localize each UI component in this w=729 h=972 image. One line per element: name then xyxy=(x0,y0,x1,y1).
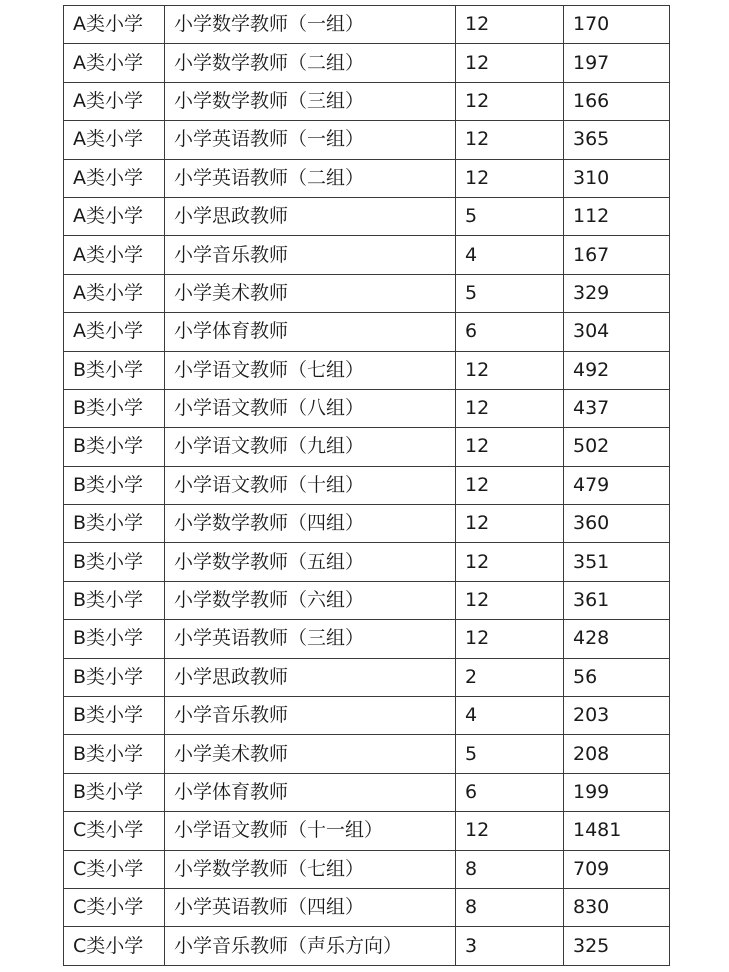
position-cell: 小学数学教师（二组） xyxy=(165,44,456,82)
school-category-cell: B类小学 xyxy=(64,351,165,389)
quota-cell: 5 xyxy=(456,197,564,235)
school-category-cell: A类小学 xyxy=(64,274,165,312)
position-cell: 小学美术教师 xyxy=(165,274,456,312)
position-cell: 小学语文教师（七组） xyxy=(165,351,456,389)
quota-cell: 12 xyxy=(456,389,564,427)
applicants-cell: 304 xyxy=(564,313,670,351)
table-row xyxy=(64,313,670,351)
school-category-cell: A类小学 xyxy=(64,236,165,274)
applicants-cell: 351 xyxy=(564,543,670,581)
quota-cell: 8 xyxy=(456,850,564,888)
position-cell: 小学数学教师（五组） xyxy=(165,543,456,581)
applicants-cell: 112 xyxy=(564,197,670,235)
school-category-cell: B类小学 xyxy=(64,773,165,811)
quota-cell: 8 xyxy=(456,888,564,926)
position-cell: 小学语文教师（八组） xyxy=(165,389,456,427)
quota-cell: 12 xyxy=(456,543,564,581)
applicants-cell: 502 xyxy=(564,428,670,466)
school-category-cell: C类小学 xyxy=(64,812,165,850)
position-cell: 小学体育教师 xyxy=(165,773,456,811)
school-category-cell: B类小学 xyxy=(64,428,165,466)
table-row xyxy=(64,466,670,504)
position-cell: 小学语文教师（十组） xyxy=(165,466,456,504)
school-category-cell: A类小学 xyxy=(64,82,165,120)
school-category-cell: A类小学 xyxy=(64,121,165,159)
applicants-cell: 830 xyxy=(564,888,670,926)
position-cell: 小学数学教师（三组） xyxy=(165,82,456,120)
table-row xyxy=(64,197,670,235)
applicants-cell: 428 xyxy=(564,620,670,658)
applicants-cell: 167 xyxy=(564,236,670,274)
applicants-cell: 197 xyxy=(564,44,670,82)
applicants-cell: 199 xyxy=(564,773,670,811)
school-category-cell: B类小学 xyxy=(64,620,165,658)
school-category-cell: A类小学 xyxy=(64,6,165,44)
table-row xyxy=(64,82,670,120)
position-cell: 小学英语教师（四组） xyxy=(165,888,456,926)
position-cell: 小学数学教师（六组） xyxy=(165,581,456,619)
applicants-cell: 361 xyxy=(564,581,670,619)
school-category-cell: B类小学 xyxy=(64,389,165,427)
table-row xyxy=(64,620,670,658)
quota-cell: 3 xyxy=(456,927,564,965)
quota-cell: 4 xyxy=(456,697,564,735)
applicants-cell: 709 xyxy=(564,850,670,888)
position-cell: 小学思政教师 xyxy=(165,197,456,235)
quota-cell: 12 xyxy=(456,466,564,504)
table-row xyxy=(64,159,670,197)
position-cell: 小学数学教师（七组） xyxy=(165,850,456,888)
applicants-cell: 325 xyxy=(564,927,670,965)
quota-cell: 4 xyxy=(456,236,564,274)
quota-cell: 5 xyxy=(456,735,564,773)
quota-cell: 12 xyxy=(456,121,564,159)
table-row xyxy=(64,850,670,888)
position-cell: 小学音乐教师（声乐方向） xyxy=(165,927,456,965)
position-cell: 小学思政教师 xyxy=(165,658,456,696)
applicants-cell: 170 xyxy=(564,6,670,44)
school-category-cell: B类小学 xyxy=(64,466,165,504)
applicants-cell: 479 xyxy=(564,466,670,504)
table-row xyxy=(64,581,670,619)
quota-cell: 6 xyxy=(456,773,564,811)
applicants-cell: 1481 xyxy=(564,812,670,850)
applicants-cell: 56 xyxy=(564,658,670,696)
position-cell: 小学音乐教师 xyxy=(165,697,456,735)
position-cell: 小学英语教师（二组） xyxy=(165,159,456,197)
table-row xyxy=(64,274,670,312)
school-category-cell: B类小学 xyxy=(64,658,165,696)
position-cell: 小学体育教师 xyxy=(165,313,456,351)
quota-cell: 12 xyxy=(456,620,564,658)
quota-cell: 12 xyxy=(456,159,564,197)
position-cell: 小学语文教师（九组） xyxy=(165,428,456,466)
quota-cell: 12 xyxy=(456,812,564,850)
school-category-cell: A类小学 xyxy=(64,313,165,351)
school-category-cell: B类小学 xyxy=(64,697,165,735)
table-row xyxy=(64,351,670,389)
position-cell: 小学语文教师（十一组） xyxy=(165,812,456,850)
applicants-cell: 203 xyxy=(564,697,670,735)
data-table xyxy=(63,5,670,966)
quota-cell: 12 xyxy=(456,581,564,619)
quota-cell: 12 xyxy=(456,44,564,82)
table-row xyxy=(64,927,670,965)
table-row xyxy=(64,236,670,274)
position-cell: 小学音乐教师 xyxy=(165,236,456,274)
applicants-cell: 365 xyxy=(564,121,670,159)
quota-cell: 12 xyxy=(456,351,564,389)
applicants-cell: 360 xyxy=(564,505,670,543)
position-cell: 小学美术教师 xyxy=(165,735,456,773)
table-row xyxy=(64,6,670,44)
position-cell: 小学英语教师（一组） xyxy=(165,121,456,159)
table-row xyxy=(64,888,670,926)
table-row xyxy=(64,505,670,543)
position-cell: 小学英语教师（三组） xyxy=(165,620,456,658)
quota-cell: 12 xyxy=(456,6,564,44)
quota-cell: 6 xyxy=(456,313,564,351)
table-row xyxy=(64,735,670,773)
quota-cell: 12 xyxy=(456,82,564,120)
table-row xyxy=(64,812,670,850)
school-category-cell: C类小学 xyxy=(64,927,165,965)
school-category-cell: A类小学 xyxy=(64,197,165,235)
position-cell: 小学数学教师（一组） xyxy=(165,6,456,44)
table-row xyxy=(64,543,670,581)
school-category-cell: A类小学 xyxy=(64,44,165,82)
table-row xyxy=(64,428,670,466)
quota-cell: 5 xyxy=(456,274,564,312)
school-category-cell: B类小学 xyxy=(64,543,165,581)
quota-cell: 12 xyxy=(456,428,564,466)
table-row xyxy=(64,658,670,696)
school-category-cell: B类小学 xyxy=(64,505,165,543)
applicants-cell: 310 xyxy=(564,159,670,197)
school-category-cell: B类小学 xyxy=(64,735,165,773)
quota-cell: 2 xyxy=(456,658,564,696)
applicants-cell: 437 xyxy=(564,389,670,427)
school-category-cell: C类小学 xyxy=(64,888,165,926)
quota-cell: 12 xyxy=(456,505,564,543)
applicants-cell: 492 xyxy=(564,351,670,389)
data-table-container xyxy=(63,5,669,966)
position-cell: 小学数学教师（四组） xyxy=(165,505,456,543)
applicants-cell: 166 xyxy=(564,82,670,120)
table-row xyxy=(64,44,670,82)
applicants-cell: 329 xyxy=(564,274,670,312)
table-row xyxy=(64,121,670,159)
school-category-cell: C类小学 xyxy=(64,850,165,888)
school-category-cell: B类小学 xyxy=(64,581,165,619)
table-row xyxy=(64,697,670,735)
school-category-cell: A类小学 xyxy=(64,159,165,197)
table-body xyxy=(64,6,670,966)
applicants-cell: 208 xyxy=(564,735,670,773)
table-row xyxy=(64,389,670,427)
table-row xyxy=(64,773,670,811)
